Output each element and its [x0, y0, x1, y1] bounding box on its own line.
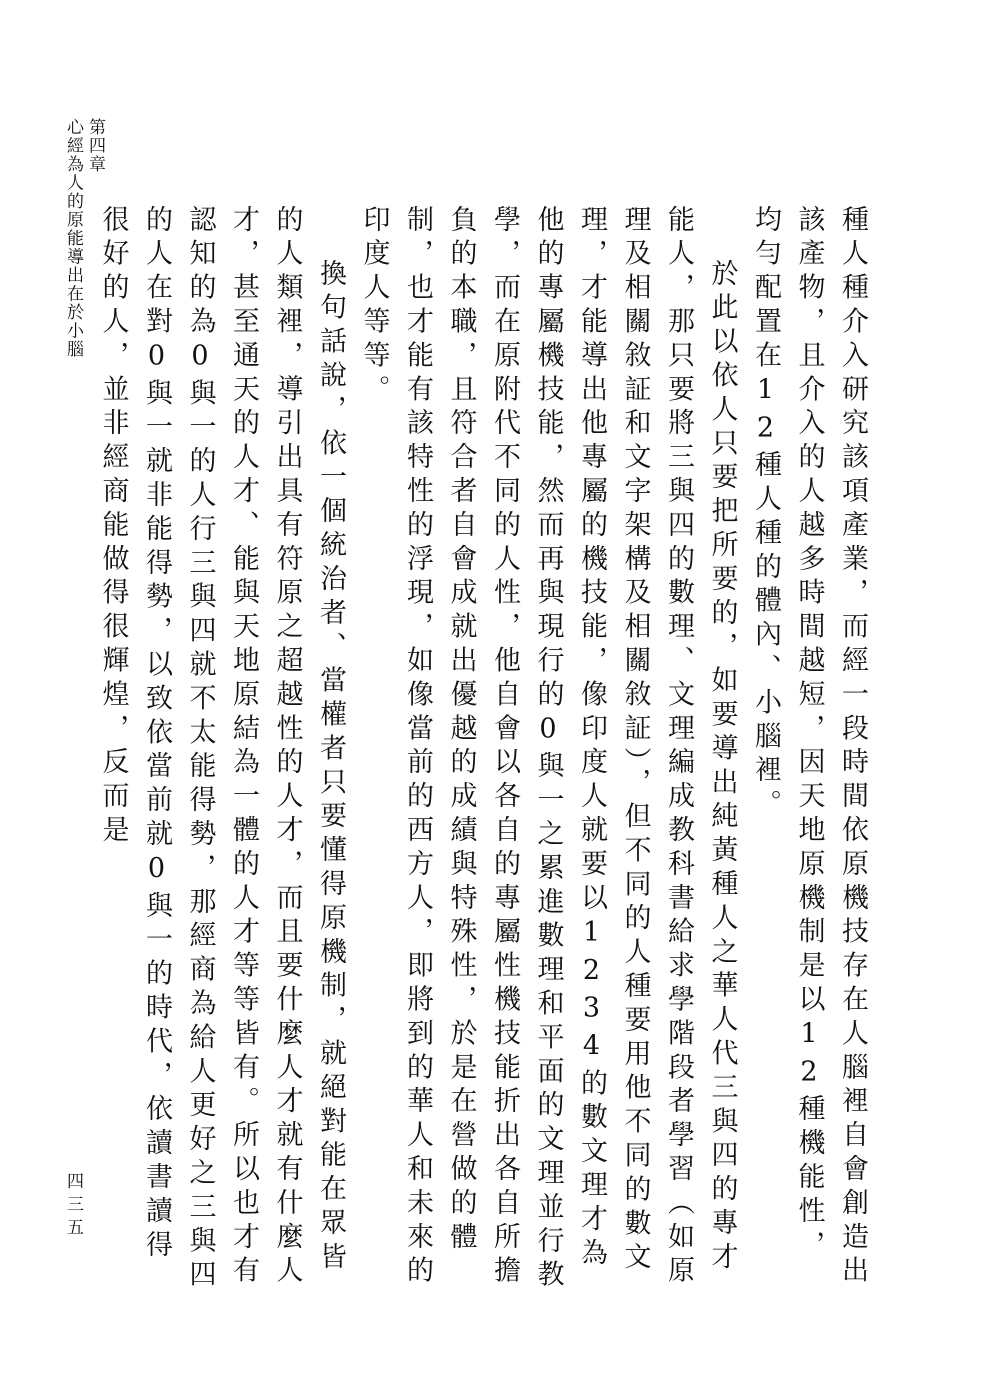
- chapter-title: 心經為人的原能導出在於小腦: [63, 118, 83, 359]
- body-text: [91, 205, 874, 1295]
- paragraph-2: 於此以依人只要把所要的，如要導出純黃種人之華人代三與四的專才能人，那只要將三與四的數理、文理編成教科書給求學階段者學習（如原理及相關敘証和文字架構及相關敘証），但不同的人種要用他不同的數文理，才能導出他專屬的機技能，像印度人就要以1234的數文理才為他的專屬機技能，然而再與現行的0與一之累進數理和平面的文理並行教學，而在原附代不同的人性，他自會以各自的專屬性機技能折出各自所擔負的本職，且符合者自會成就出優越的成績與特殊性，於是在營做的體制，也才能有該特性的浮現，如像當前的西方人，即將到的華人和未來的印度人等等。: [358, 205, 738, 1294]
- paragraph-3: 換句話說，依一個統治者、當權者只要懂得原機制，就絕對能在眾皆的人類裡，導引出具有符原之超越性的人才，而且要什麼人才就有什麼人才，甚至通天的人才、能與天地原結為一體的人才等等皆有。所以也才有認知的為0與一的人行三與四就不太能得勢，那經商為給人更好之三與四的人在對0與一就非能得勢，以致依當前就0與一的時代，依讀書讀得很好的人，並非經商能做得很輝煌，反而是: [97, 205, 346, 1294]
- paragraph-1: 種人種介入研究該項產業，而經一段時間依原機技存在人腦裡自會創造出該產物，且介入的人越多時間越短，因天地原機制是以12種機能性，均勻配置在12種人種的體內、小腦裡。: [750, 205, 868, 1290]
- page-number: 四三五: [63, 1172, 83, 1241]
- chapter-label: 第四章: [85, 118, 105, 174]
